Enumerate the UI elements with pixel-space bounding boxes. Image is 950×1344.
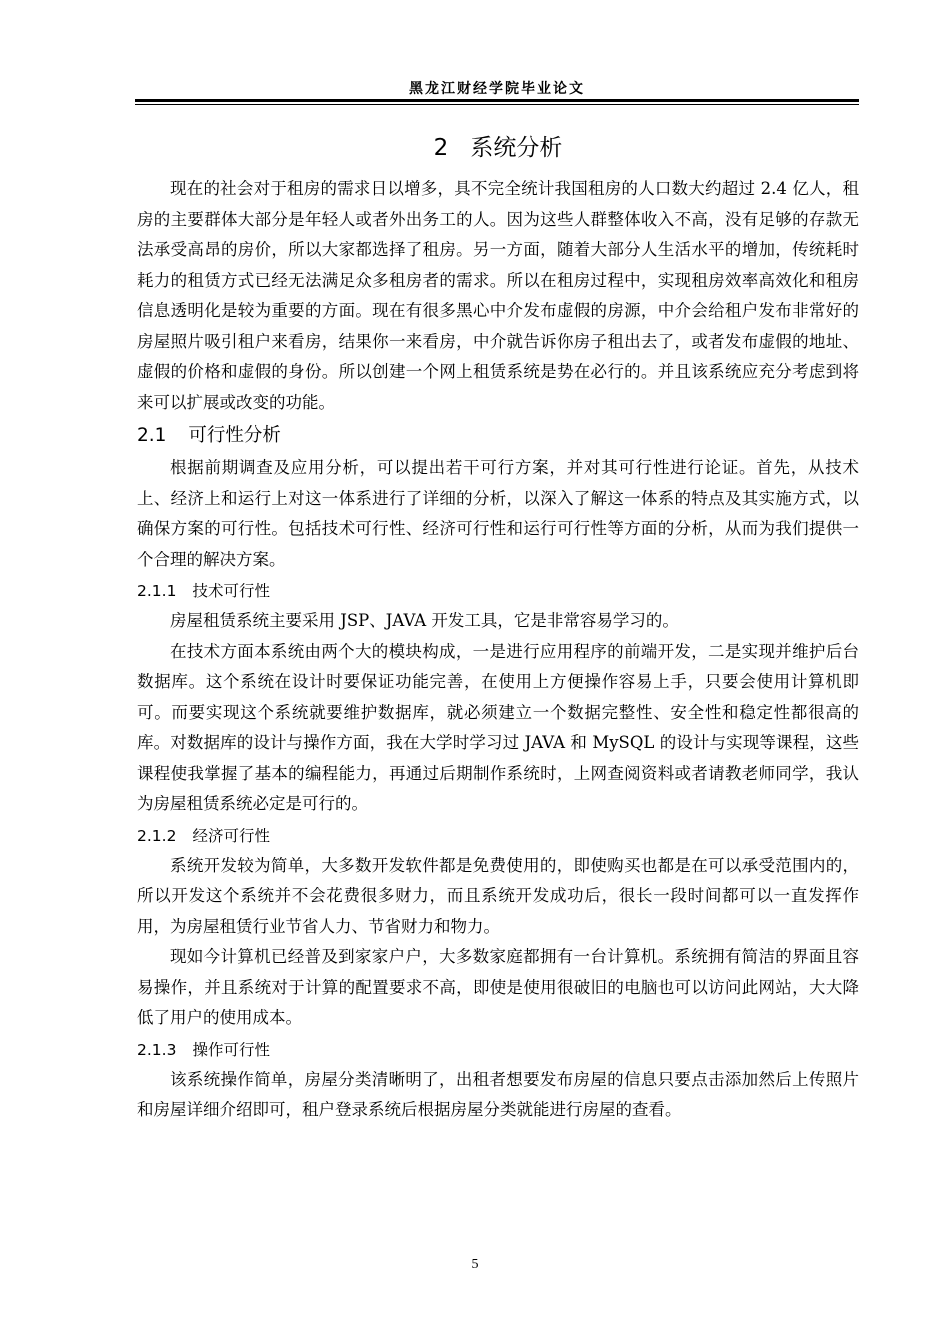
subsection-title: 经济可行性 — [192, 826, 270, 845]
page-number: 5 — [471, 1257, 479, 1272]
section-2-1-2-paragraph-2: 现如今计算机已经普及到家家户户，大多数家庭都拥有一台计算机。系统拥有简洁的界面且容易操作，并且系统对于计算的配置要求不高，即使是使用很破旧的电脑也可以访问此网站，大大降低了用户的使用成本。 — [137, 947, 859, 1027]
subsection-number: 2.1.2 — [137, 826, 177, 845]
subsection-title: 操作可行性 — [192, 1040, 270, 1059]
section-2-1-paragraph: 根据前期调查及应用分析，可以提出若干可行方案，并对其可行性进行论证。首先，从技术上、经济上和运行上对这一体系进行了详细的分析，以深入了解这一体系的特点及其实施方式，以确保方案的可行性。包括技术可行性、经济可行性和运行可行性等方面的分析，从而为我们提供一个合理的解决方案。 — [137, 458, 859, 569]
subsection-heading-2-1-1 — [137, 576, 859, 606]
subsection-number: 2.1.1 — [137, 582, 177, 600]
section-2-1-2-paragraph-1: 系统开发较为简单，大多数开发软件都是免费使用的，即使购买也都是在可以承受范围内的，所以开发这个系统并不会花费很多财力，而且系统开发成功后，很长一段时间都可以一直发挥作用，为房屋租赁行业节省人力、节省财力和物力。 — [137, 855, 859, 936]
page-content — [137, 128, 859, 1126]
subsection-heading-2-1-2 — [137, 821, 859, 851]
subsection-heading-2-1-3 — [137, 1035, 859, 1065]
section-2-1-1-paragraph-2: 在技术方面本系统由两个大的模块构成，一是进行应用程序的前端开发，二是实现并维护后台数据库。这个系统在设计时要保证功能完善，在使用上方便操作容易上手，只要会使用计算机即可。而要实现这个系统就要维护数据库，就必须建立一个数据完整性、安全性和稳定性都很高的库。对数据库的设计与操作方面，我在大学时学习过 JAVA 和 MySQL 的设计与实现等课程，这些课程使我掌握了基本的编程能力，再通过后期制作系统时，上网查阅资料或者请教老师同学，我认为房屋租赁系统必定是可行的。 — [137, 641, 859, 813]
header-rule-thin — [135, 104, 859, 105]
chapter-title-text: 系统分析 — [470, 135, 563, 161]
section-title: 可行性分析 — [188, 425, 281, 446]
section-2-1-1-paragraph-1: 房屋租赁系统主要采用 JSP、JAVA 开发工具，它是非常容易学习的。 — [170, 611, 679, 630]
chapter-title — [137, 128, 859, 168]
subsection-number: 2.1.3 — [137, 1040, 177, 1059]
subsection-title: 技术可行性 — [192, 582, 270, 600]
section-2-1-3-paragraph-1: 该系统操作简单，房屋分类清晰明了，出租者想要发布房屋的信息只要点击添加然后上传照片和房屋详细介绍即可，租户登录系统后根据房屋分类就能进行房屋的查看。 — [137, 1069, 859, 1119]
chapter-number: 2 — [433, 135, 449, 161]
running-header: 黑龙江财经学院毕业论文 — [409, 81, 585, 97]
section-number: 2.1 — [137, 425, 167, 446]
intro-paragraph: 现在的社会对于租房的需求日以增多，具不完全统计我国租房的人口数大约超过 2.4 亿人，租房的主要群体大部分是年轻人或者外出务工的人。因为这些人群整体收入不高，没有足够的存款无法承受高昂的房价，所以大家都选择了租房。另一方面，随着大部分人生活水平的增加，传统耗时耗力的租赁方式已经无法满足众多租房者的需求。所以在租房过程中，实现租房效率高效化和租房信息透明化是较为重要的方面。现在有很多黑心中介发布虚假的房源，中介会给租户发布非常好的房屋照片吸引租户来看房，结果你一来看房，中介就告诉你房子租出去了，或者发布虚假的地址、虚假的价格和虚假的身份。所以创建一个网上租赁系统是势在必行的。并且该系统应充分考虑到将来可以扩展或改变的功能。 — [137, 179, 859, 412]
section-heading-2-1 — [137, 420, 859, 452]
header-rule-thick — [135, 99, 859, 102]
